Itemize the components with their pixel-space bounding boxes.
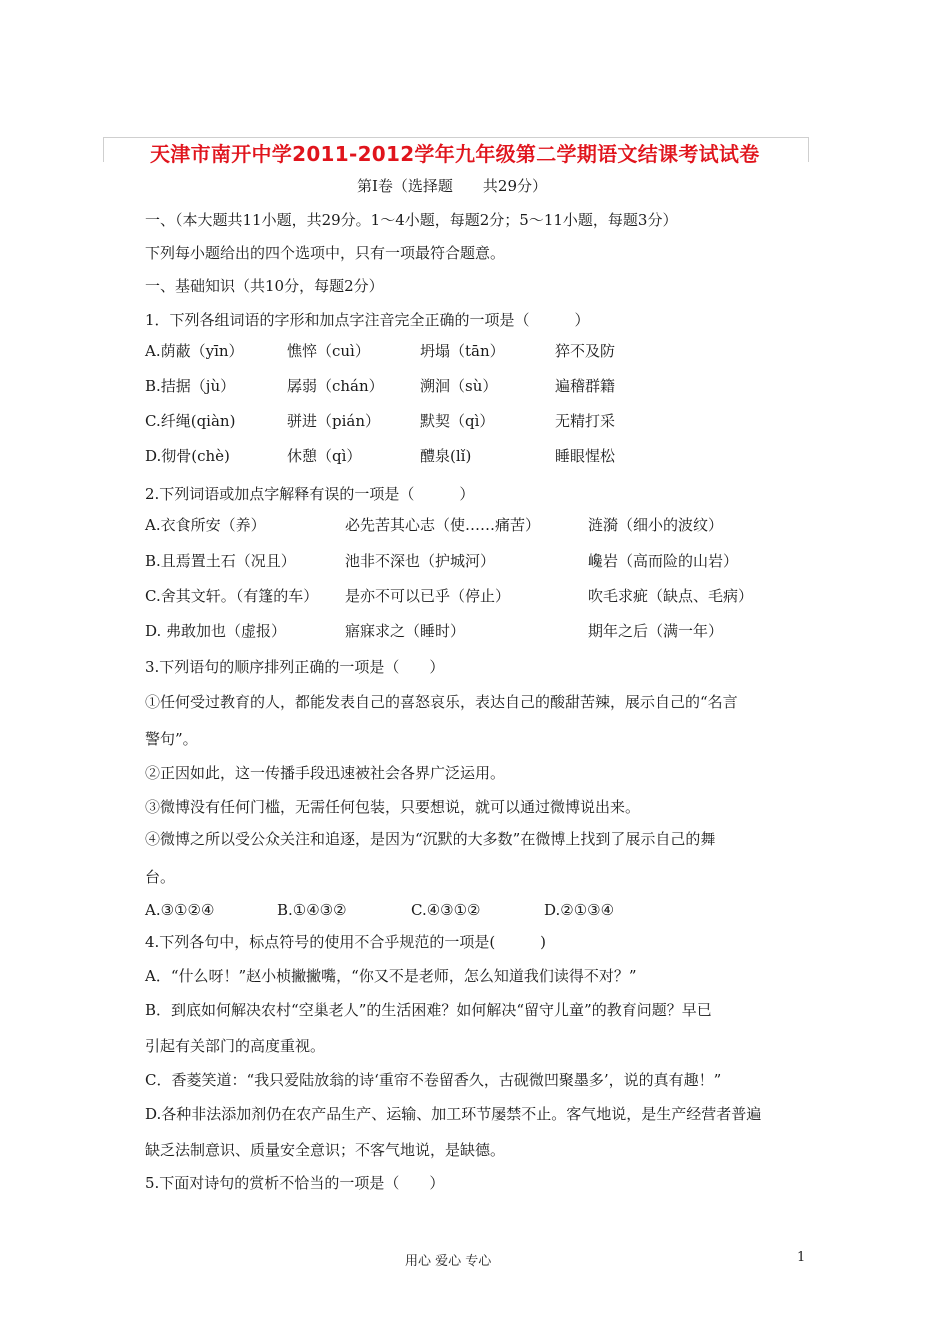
q1-a-4: 猝不及防: [555, 342, 616, 360]
q1-b-2: 孱弱（chán）: [287, 377, 384, 395]
q3-sentence-1: ①任何受过教育的人，都能发表自己的喜怒哀乐，表达自己的酸甜苦辣，展示自己的“名言: [145, 693, 738, 711]
q2-b-3: 巉岩（高而险的山岩）: [588, 552, 739, 570]
q2-a-3: 涟漪（细小的波纹）: [588, 516, 724, 534]
instruction-line: 下列每小题给出的四个选项中，只有一项最符合题意。: [145, 244, 506, 262]
q2-c-3: 吹毛求疵（缺点、毛病）: [588, 587, 754, 605]
q1-b-3: 溯洄（sù）: [420, 377, 498, 395]
q3-sentence-4-cont: 台。: [145, 868, 176, 886]
q1-d-4: 睡眼惺松: [555, 447, 616, 465]
q1-a-3: 坍塌（tān）: [420, 342, 505, 360]
q2-c-2: 是亦不可以已乎（停止）: [345, 587, 511, 605]
q1-c-2: 骈进（pián）: [287, 412, 381, 430]
question-5-stem: 5.下面对诗句的赏析不恰当的一项是（ ）: [145, 1174, 445, 1192]
question-4-stem: 4.下列各句中，标点符号的使用不合乎规范的一项是( ): [145, 933, 547, 951]
q1-d-1: D.彻骨(chè): [145, 447, 230, 465]
question-1-stem: 1．下列各组词语的字形和加点字注音完全正确的一项是（ ）: [145, 311, 590, 329]
page-footer: 用心 爱心 专心: [405, 1254, 492, 1269]
q4-option-b: B．到底如何解决农村“空巢老人”的生活困难？如何解决“留守儿童”的教育问题？早已: [145, 1001, 712, 1019]
section-heading: 一、基础知识（共10分，每题2分）: [145, 277, 384, 295]
q1-a-2: 憔悴（cuì）: [287, 342, 370, 360]
q1-c-3: 默契（qì）: [420, 412, 495, 430]
q4-option-b-cont: 引起有关部门的高度重视。: [145, 1037, 326, 1055]
q2-d-1: D. 弗敢加也（虚报）: [145, 622, 287, 640]
q1-a-1: A.荫蔽（yīn）: [145, 342, 244, 360]
q3-option-d: D.②①③④: [544, 901, 615, 919]
instruction-line: 一、（本大题共11小题，共29分。1～4小题，每题2分；5～11小题，每题3分）: [145, 211, 678, 229]
q3-option-c: C.④③①②: [411, 901, 481, 919]
exam-title: 天津市南开中学2011-2012学年九年级第二学期语文结课考试试卷: [150, 142, 760, 166]
q1-b-1: B.拮据（jù）: [145, 377, 236, 395]
q2-d-3: 期年之后（满一年）: [588, 622, 724, 640]
q4-option-a: A．“什么呀！”赵小桢撇撇嘴，“你又不是老师，怎么知道我们读得不对？”: [145, 967, 637, 985]
q1-c-4: 无精打采: [555, 412, 616, 430]
q2-b-2: 池非不深也（护城河）: [345, 552, 496, 570]
q4-option-c: C．香菱笑道：“我只爱陆放翁的诗‘重帘不卷留香久，古砚微凹聚墨多’，说的真有趣！”: [145, 1071, 722, 1089]
q3-sentence-2: ②正因如此，这一传播手段迅速被社会各界广泛运用。: [145, 764, 506, 782]
q3-option-b: B.①④③②: [277, 901, 347, 919]
question-2-stem: 2.下列词语或加点字解释有误的一项是（ ）: [145, 485, 475, 503]
q3-option-a: A.③①②④: [145, 901, 215, 919]
q1-d-3: 醴泉(lǐ): [420, 447, 472, 465]
q4-option-d-cont: 缺乏法制意识、质量安全意识；不客气地说，是缺德。: [145, 1141, 506, 1159]
q4-option-d: D.各种非法添加剂仍在农产品生产、运输、加工环节屡禁不止。客气地说，是生产经营者普遍: [145, 1105, 762, 1123]
q3-sentence-3: ③微博没有任何门槛，无需任何包装，只要想说，就可以通过微博说出来。: [145, 798, 641, 816]
q2-d-2: 寤寐求之（睡时）: [345, 622, 466, 640]
section-subtitle: 第Ⅰ卷（选择题 共29分）: [357, 177, 548, 195]
q1-d-2: 休憩（qì）: [287, 447, 362, 465]
q1-c-1: C.纤绳(qiàn): [145, 412, 236, 430]
page-number: 1: [797, 1250, 806, 1265]
question-3-stem: 3.下列语句的顺序排列正确的一项是（ ）: [145, 658, 445, 676]
q2-a-2: 必先苦其心志（使……痛苦）: [345, 516, 541, 534]
q2-c-1: C.舍其文轩。（有篷的车）: [145, 587, 319, 605]
q3-sentence-4: ④微博之所以受公众关注和追逐，是因为“沉默的大多数”在微博上找到了展示自己的舞: [145, 830, 716, 848]
q2-b-1: B.且焉置土石（况且）: [145, 552, 296, 570]
q2-a-1: A.衣食所安（养）: [145, 516, 266, 534]
q1-b-4: 遍稽群籍: [555, 377, 616, 395]
q3-sentence-1-cont: 警句”。: [145, 730, 198, 748]
